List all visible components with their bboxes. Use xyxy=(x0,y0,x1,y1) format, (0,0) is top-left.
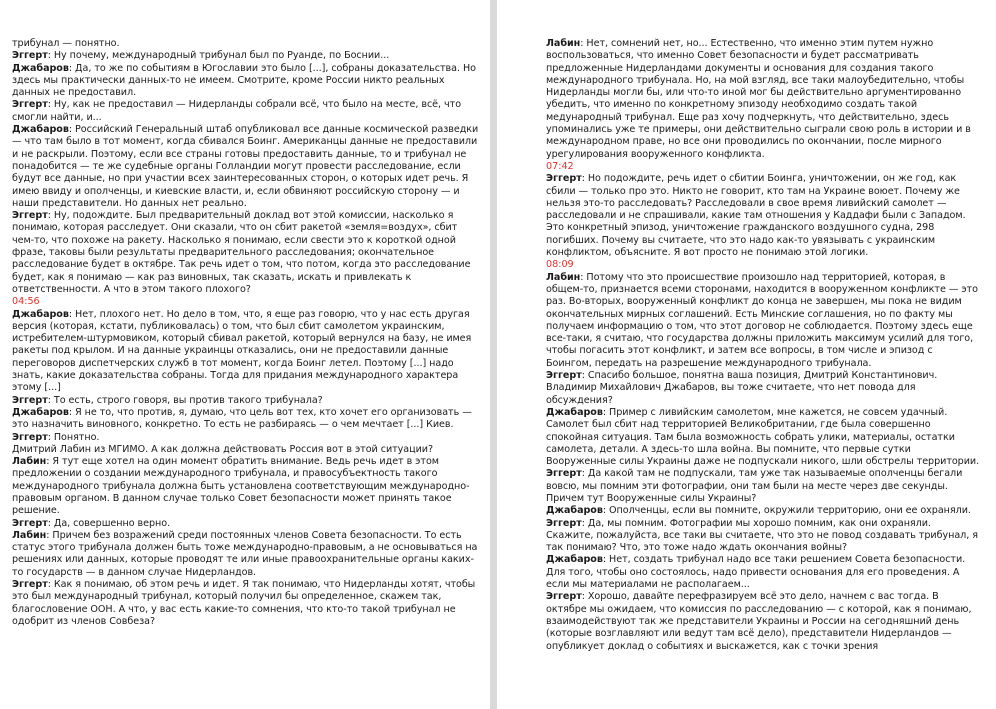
speaker-name: Лабин xyxy=(12,529,47,541)
speaker-name: Эггерт xyxy=(12,517,48,529)
speech-text: Дмитрий Лабин из МГИМО. А как должна действовать Россия вот в этой ситуации? xyxy=(12,443,434,455)
transcript-paragraph xyxy=(12,210,482,296)
speaker-name: Джабаров xyxy=(12,124,69,136)
transcript-paragraph xyxy=(546,38,980,161)
speaker-name: Лабин xyxy=(12,456,47,468)
speaker-name: Эггерт xyxy=(546,517,582,529)
timestamp: 07:42 xyxy=(546,160,574,172)
speech-text: : Я не то, что против, я, думаю, что цель вот тех, кто хочет его организовать — это назначить виновного, конкретно. То есть не разбираясь — о чем мечтает [...] Киев. xyxy=(12,406,472,431)
transcript-paragraph xyxy=(12,38,482,50)
speaker-name: Эггерт xyxy=(12,431,48,443)
speaker-name: Джабаров xyxy=(546,505,603,517)
speaker-name: Эггерт xyxy=(12,50,48,62)
transcript-paragraph xyxy=(546,272,980,370)
speaker-name: Джабаров xyxy=(546,406,603,418)
speech-text: : Как я понимаю, об этом речь и идет. Я так понимаю, что Нидерланды хотят, чтобы это был международный трибунал, который получил бы определенное, скажем так, благословение ООН. А что, у вас есть какие-то сомнения, что кто-то такой трибунал не одобрит из членов Совбеза? xyxy=(12,579,476,627)
transcript-paragraph xyxy=(12,124,482,210)
speech-text: : Нет, сомнений нет, но... Естественно, что именно этим путем нужно воспользоваться, что именно Совет безопасности и будет рассматривать предложенные Нидерландами документы и основания для создания такого международного трибунала. Но, на мой взгляд, все таки малоубедительно, чтобы Нидерланды могли бы, или что-то иной мог бы действительно аргументированно убедить, что именно по конкретному эпизоду необходимо создать такой медународный трибунал. Еще раз хочу подчеркнуть, что действительно, здесь упоминались уже те примеры, они действительно сыграли свою роль в истории и в международном праве, но все они проводились по окончании, после мирного урегулирования вооруженного конфликта. xyxy=(546,38,971,160)
speech-text: трибунал — понятно. xyxy=(12,38,120,49)
transcript-paragraph xyxy=(546,554,980,591)
speaker-name: Эггерт xyxy=(12,99,48,111)
speech-text: : То есть, строго говоря, вы против такого трибунала? xyxy=(47,394,323,406)
transcript-paragraph xyxy=(546,591,980,652)
speaker-name: Эггерт xyxy=(546,173,582,185)
speaker-name: Эггерт xyxy=(12,210,48,222)
speech-text: : Ну почему, международный трибунал был по Руанде, по Боснии... xyxy=(47,50,390,62)
transcript-paragraph xyxy=(546,370,980,407)
speech-text: : Потому что это происшествие произошло над территорией, которая, в общем-то, признается всеми сторонами, находится в вооруженном конфликте — это раз. Во-вторых, вооруженный конфликт до конца не завершен, мы пока не видим окончательных мирных соглашений. Есть Минские соглашения, но по факту мы получаем информацию о том, что этот договор не соблюдается. Поэтому здесь еще все-таки, я считаю, что государства должны приложить максимум усилий для того, чтобы погасить этот конфликт, и затем все вопросы, в том числе и эпизод с Боингом, передать на разрешение международного трибунала. xyxy=(546,271,978,369)
speaker-name: Джабаров xyxy=(12,308,69,320)
speaker-name: Эггерт xyxy=(546,591,582,603)
speaker-name: Джабаров xyxy=(12,62,69,74)
transcript-paragraph xyxy=(12,309,482,395)
transcript-paragraph xyxy=(12,579,482,628)
speech-text: : Ополченцы, если вы помните, окружили территорию, они ее охраняли. xyxy=(602,505,971,517)
speech-text: : Да какой там не подпускали, там уже так называемые ополченцы бегали вовсю, мы помним эти фотографии, они там были на месте через две секунды. Причем тут Вооруженные силы Украины? xyxy=(546,468,963,504)
speech-text: : Понятно. xyxy=(47,431,100,443)
document-page-left xyxy=(0,0,490,709)
transcript-paragraph xyxy=(546,173,980,259)
transcript-paragraph xyxy=(12,518,482,530)
speech-text: : Пример с ливийским самолетом, мне кажется, не совсем удачный. Самолет был сбит над территорией Великобритании, где была совершенно спокойная ситуация. Там была возможность собрать улики, материалы, остатки самолета, детали. А здесь-то шла война. Вы помните, что первые сутки Вооруженные силы Украины даже не подпускали никого, шли обстрелы территории. xyxy=(546,406,980,468)
document-page-right xyxy=(497,0,996,709)
speech-text: : Ну, подождите. Был предварительный доклад вот этой комиссии, насколько я понимаю, которая расследует. Они сказали, что он сбит ракетой «земля=воздух», сбит чем-то, что похоже на ракету. Насколько я понимаю, если свести это к короткой одной фразе, таковы были результаты предварительного расследования; окончательное расследование будет в октябре. Так речь идет о том, что потом, когда это расследование будет, как я понимаю — как раз виновных, так сказать, искать и привлекать к ответственности. А что в этом такого плохого? xyxy=(12,210,471,295)
speech-text: : Я тут еще хотел на один момент обратить внимание. Ведь речь идет в этом предложении о создании международного трибунала, и правосубъектность такого международного трибунала должна быть установлена соответствующим международно-правовым органом. В данном случае только Совет безопасности может принять такое решение. xyxy=(12,456,470,517)
timestamp: 04:56 xyxy=(12,296,40,308)
transcript-paragraph xyxy=(546,468,980,505)
transcript-paragraph xyxy=(546,407,980,468)
speech-text: : Российский Генеральный штаб опубликовал все данные космической разведки — что там было в тот момент, когда сбивался Боинг. Американцы данные не предоставили и не раскрыли. Поэтому, если все страны готовы предоставить данные, то и трибунал не понадобится — те же судебные органы Голландии могут провести расследование, если будут все данные, но при участии всех заинтересованных сторон, о которых идет речь. Я имею ввиду и ополченцы, и киевские власти, и, если обвиняют российскую сторону — и наши представители. Но данных нет реально. xyxy=(12,124,479,209)
transcript-paragraph xyxy=(12,99,482,124)
transcript-paragraph xyxy=(546,505,980,517)
speech-text: : Но подождите, речь идет о сбитии Боинга, уничтожении, он же год, как сбили — только про это. Никто не говорит, кто там на Украине воюет. Почему же нельзя это-то расследовать? Расследовали в свое время ливийский самолет — расследовали и не спрашивали, какие там отношения у Каддафи были с Западом. Это конкретный эпизод, уничтожение гражданского воздушного судна, 298 погибших. Почему вы считаете, что это надо как-то увязывать с украинским конфликтом, объясните. Я вот просто не понимаю этой логики. xyxy=(546,173,966,259)
transcript-paragraph xyxy=(12,432,482,444)
transcript-paragraph xyxy=(12,407,482,432)
speech-text: : Ну, как не предоставил — Нидерланды собрали всё, что было на месте, всё, что смогли найти, и... xyxy=(12,99,462,123)
speech-text: : Да, мы помним. Фотографии мы хорошо помним, как они охраняли. Скажите, пожалуйста, все таки вы считаете, что это не повод создавать трибунал, я так понимаю? Что, это тоже надо ждать окончания войны? xyxy=(546,517,978,554)
transcript-paragraph xyxy=(12,395,482,407)
speech-text: : Хорошо, давайте перефразируем всё это дело, начнем с вас тогда. В октябре мы ожидаем, что комиссия по расследованию — с которой, как я понимаю, взаимодействуют так же представители Украины и России на сегодняшний день (которые возглавляют или ведут там всё дело), представители Нидерландов — опубликует доклад о событиях и выскажется, как с точки зрения xyxy=(546,591,972,652)
speech-text: : Спасибо большое, понятна ваша позиция, Дмитрий Константинович. Владимир Михайлович Джабаров, вы тоже считаете, что нет повода для обсуждения? xyxy=(546,370,938,406)
speaker-name: Лабин xyxy=(546,38,581,49)
speech-text: : Да, совершенно верно. xyxy=(47,517,171,529)
transcript-paragraph xyxy=(546,518,980,555)
speech-text: : Нет, плохого нет. Но дело в том, что, я еще раз говорю, что у нас есть другая версия (которая, кстати, публиковалась) о том, что был сбит самолетом украинским, истребителем-штурмовиком, который сбивал ракетой, который вернулся на базу, не имея ракеты под крылом. И на данные украинцы отказались, они не предоставили данные переговоров диспетчерских служб в тот момент, когда Боинг летел. Поэтому [...] надо знать, какие доказательства собраны. Тогда для придания международного характера этому [...] xyxy=(12,308,472,394)
speaker-name: Эггерт xyxy=(546,468,582,480)
speaker-name: Джабаров xyxy=(12,406,69,418)
timestamp: 08:09 xyxy=(546,259,574,271)
transcript-paragraph xyxy=(12,530,482,579)
speaker-name: Эггерт xyxy=(12,579,48,591)
transcript-paragraph xyxy=(12,444,482,456)
speech-text: : Да, то же по событиям в Югославии это было [...], собраны доказательства. Но здесь мы практически данных-то не имеем. Смотрите, кроме России никто реальных данных не предоставил. xyxy=(12,62,476,99)
transcript-paragraph xyxy=(12,50,482,62)
speech-text: : Нет, создать трибунал надо все таки решением Совета безопасности. Для того, чтобы оно состоялось, надо привести основания для его проведения. А если мы материалами не располагаем... xyxy=(546,554,966,591)
transcript-paragraph xyxy=(12,63,482,100)
speaker-name: Джабаров xyxy=(546,554,603,566)
speaker-name: Эггерт xyxy=(546,370,582,382)
speech-text: : Причем без возражений среди постоянных членов Совета безопасности. То есть статус этого трибунала должен быть тоже международно-правовым, а не основываться на решениях или данных, которые проводят те или иные правоохранительные органы каких-то государств — в данном случае Нидерландов. xyxy=(12,529,478,578)
speaker-name: Эггерт xyxy=(12,394,48,406)
speaker-name: Лабин xyxy=(546,271,581,283)
page-gap xyxy=(490,0,497,709)
transcript-paragraph xyxy=(12,456,482,517)
